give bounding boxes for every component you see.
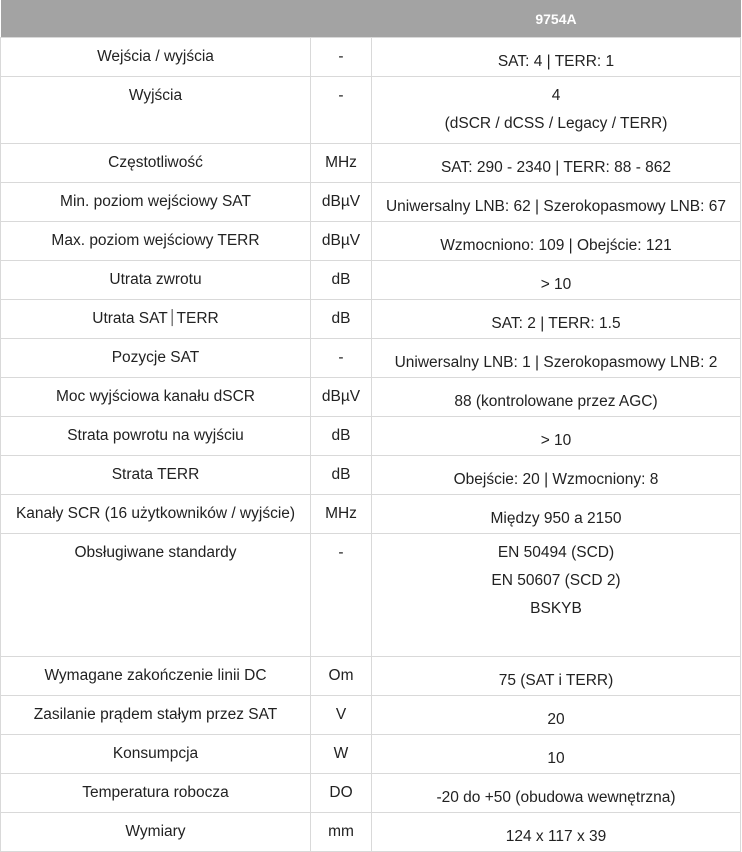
unit-cell: dB [311,417,372,456]
value-cell [372,144,741,183]
table-row [1,813,741,852]
unit-cell: Om [311,657,372,696]
table-row [1,696,741,735]
unit-cell: MHz [311,495,372,534]
value-line: 20 [547,711,565,728]
param-cell: Wyjścia [1,77,311,144]
value-line: 124 x 117 x 39 [505,828,607,845]
value-line: Obejście: 20 | Wzmocniony: 8 [453,471,659,488]
unit-cell: dB [311,261,372,300]
table-row [1,657,741,696]
header-param [1,0,311,38]
table-row [1,300,741,339]
value-cell [372,417,741,456]
table-row [1,261,741,300]
value-line: Uniwersalny LNB: 62 | Szerokopasmowy LNB: 67 [385,198,726,215]
value-line: Uniwersalny LNB: 1 | Szerokopasmowy LNB: 2 [394,354,718,371]
value-line: > 10 [540,276,572,293]
unit-cell: - [311,77,372,144]
param-cell: Zasilanie prądem stałym przez SAT [1,696,311,735]
param-cell: Min. poziom wejściowy SAT [1,183,311,222]
value-line: BSKYB [530,600,582,617]
value-cell [372,378,741,417]
param-cell: Konsumpcja [1,735,311,774]
value-line: SAT: 290 - 2340 | TERR: 88 - 862 [440,159,672,176]
unit-cell: dBµV [311,378,372,417]
value-cell [372,261,741,300]
unit-cell: - [311,38,372,77]
header-model: 9754A [372,0,741,38]
table-row [1,222,741,261]
unit-cell: W [311,735,372,774]
value-cell [372,77,741,144]
value-cell [372,696,741,735]
unit-cell: DO [311,774,372,813]
value-line: > 10 [540,432,572,449]
param-cell: Kanały SCR (16 użytkowników / wyjście) [1,495,311,534]
unit-cell: MHz [311,144,372,183]
value-cell [372,495,741,534]
param-cell: Pozycje SAT [1,339,311,378]
param-cell: Wejścia / wyjścia [1,38,311,77]
unit-cell: mm [311,813,372,852]
unit-cell: - [311,339,372,378]
header-unit [311,0,372,38]
unit-cell: V [311,696,372,735]
table-row [1,534,741,657]
table-row [1,456,741,495]
param-cell: Moc wyjściowa kanału dSCR [1,378,311,417]
value-line: 75 (SAT i TERR) [498,672,614,689]
param-cell: Wymagane zakończenie linii DC [1,657,311,696]
value-cell [372,813,741,852]
value-cell [372,222,741,261]
param-cell: Strata powrotu na wyjściu [1,417,311,456]
unit-cell: dBµV [311,222,372,261]
value-cell [372,300,741,339]
value-cell [372,774,741,813]
value-cell [372,657,741,696]
value-line: EN 50494 (SCD) [497,544,615,561]
value-line: Między 950 a 2150 [490,510,622,527]
unit-cell: dB [311,300,372,339]
value-cell [372,735,741,774]
value-line: 4 [551,87,561,104]
value-line: (dSCR / dCSS / Legacy / TERR) [444,115,668,132]
value-line: EN 50607 (SCD 2) [491,572,621,589]
value-line: 88 (kontrolowane przez AGC) [454,393,658,410]
param-cell: Temperatura robocza [1,774,311,813]
table-row [1,735,741,774]
value-cell [372,339,741,378]
value-line: Wzmocniono: 109 | Obejście: 121 [440,237,672,254]
table-row [1,77,741,144]
value-line: SAT: 2 | TERR: 1.5 [491,315,621,332]
param-cell: Utrata zwrotu [1,261,311,300]
param-cell: Utrata SAT⏐TERR [1,300,311,339]
table-row [1,417,741,456]
unit-cell: dB [311,456,372,495]
value-cell [372,456,741,495]
table-row [1,774,741,813]
value-line: SAT: 4 | TERR: 1 [497,53,615,70]
value-cell [372,183,741,222]
param-cell: Obsługiwane standardy [1,534,311,657]
table-header-row [1,0,741,38]
table-row [1,144,741,183]
table-row [1,38,741,77]
unit-cell: dBµV [311,183,372,222]
unit-cell: - [311,534,372,657]
value-line: -20 do +50 (obudowa wewnętrzna) [436,789,676,806]
value-cell [372,534,741,657]
value-cell [372,38,741,77]
table-row [1,339,741,378]
table-row [1,183,741,222]
table-row [1,495,741,534]
param-cell: Max. poziom wejściowy TERR [1,222,311,261]
table-row [1,378,741,417]
param-cell: Częstotliwość [1,144,311,183]
value-line: 10 [547,750,565,767]
param-cell: Wymiary [1,813,311,852]
param-cell: Strata TERR [1,456,311,495]
